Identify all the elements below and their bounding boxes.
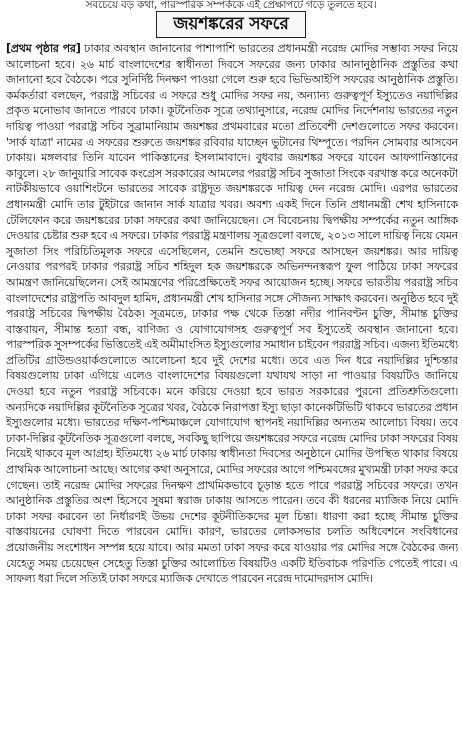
article-paragraph [6, 41, 458, 587]
article-text: ঢাকার অবস্থান জানানোর পাশাপাশি ভারতের প্রধানমন্ত্রী নরেন্দ্র মোদির সম্ভাব্য সফর নিয়ে আলোচনা হবে। ২৬ মার্চ বাংলাদেশের স্বাধীনতা দিবসে সফরের জন্য ঢাকার আনানুষ্ঠানিক প্রস্তুতির কথা জানানো হবে বৈঠকে। পরে সুনির্দিষ্ট দিনক্ষণ পাওয়া গেলে শুরু হবে ভিভিআইপি সফরের আনুষ্ঠানিক প্রস্তুতি। কর্মকর্তারা বলছেন, পররাষ্ট্র সচিবের এ সফরে শুধু মোদির সফর নয়, অন্যান্য গুরুত্বপূর্ণ ইস্যুতেও নয়াদিল্লির প্রকৃত মনোভাব জানতে পারবে ঢাকা। কূটনৈতিক সূত্রে তথ্যানুসারে, নরেন্দ্র মোদির নির্দেশনায় ভারতের নতুন দায়িত্ব পাওয়া পররাষ্ট্র সচিব সুব্রামানিয়াম জয়শঙ্কর প্রথমবারের মতো প্রতিবেশী দেশগুলোতে সফর করবেন। 'সার্ক যাত্রা' নামের এ সফরের শুরুতে জয়শঙ্কর রবিবার যাচ্ছেন ভুটানের থিম্পুতে। পরদিন সোমবার আসবেন ঢাকায়। মঙ্গলবার তিনি যাবেন পাকিস্তানের ইসলামাবাদে। বুধবার জয়শঙ্কর সফরে যাবেন আফগানিস্তানের কাবুলে। ২৮ জানুয়ারি সাবেক কংগ্রেস সরকারের আমলের পররাষ্ট্র সচিব সুজাতা সিংকে বরখাস্ত করে অনেকটা নাটকীয়ভাবে ওয়াশিংটনে ভারতের সাবেক রাষ্ট্রদূত জয়শঙ্করকে দায়িত্ব দেন নরেন্দ্র মোদি। এরপর ভারতের প্রধানমন্ত্রী মোদি তার টুইটারে জানান সার্ক যাত্রার খবর। অবশ্য একই দিনে তিনি প্রধানমন্ত্রী শেখ হাসিনাকে টেলিফোন করে জয়শঙ্করের ঢাকা সফরের কথা জানিয়েছেন। সে বিবেচনায় দ্বিপক্ষীয় সম্পর্কের নতুন আঙ্গিক দেওয়ার চেষ্টার শুরু হবে এ সফরে। ঢাকার পররাষ্ট্র মন্ত্রণালয় সূত্রগুলো বলছে, ২০১৩ সালে দায়িত্ব নিয়ে যেমন সুজাতা সিং পরিচিতিমূলক সফরে এসেছিলেন, তেমনি শুভেচ্ছা সফরে আসছেন জয়শঙ্কর। আর দায়িত্ব নেওয়ার পরপরই ঢাকার পররাষ্ট্র সচিব শহিদুল হক জয়শঙ্করকে অভিনন্দনস্বরূপ ফুল পাঠিয়ে ঢাকা সফরের আমন্ত্রণ জানিয়েছিলেন। সেই আমন্ত্রণের পরিপ্রেক্ষিতেই সফর আয়োজন হচ্ছে। সফরে ভারতীয় পররাষ্ট্র সচিব বাংলাদেশের রাষ্ট্রপতি আবদুল হামিদ, প্রধানমন্ত্রী শেখ হাসিনার সঙ্গে সৌজন্য সাক্ষাৎ করবেন। অনুষ্ঠিত হবে দুই পররাষ্ট্র সচিবের দ্বিপক্ষীয় বৈঠক। সূত্রমতে, ঢাকার পক্ষ থেকে তিস্তা নদীর পানিবণ্টন চুক্তি, সীমান্ত চুক্তির বাস্তবায়ন, সীমান্ত হত্যা বন্ধ, বাণিজ্য ও যোগাযোগসহ গুরুত্বপূর্ণ সব ইস্যুতেই অবস্থান জানানো হবে। পারস্পরিক সুসম্পর্কের ভিত্তিতেই এই অমীমাংসিত ইস্যুগুলোর সমাধান চাইবেন পররাষ্ট্র সচিব। এজন্য ইতিমধ্যে প্রতিটির গ্রাউন্ডওয়ার্কগুলোতে আলোচনা হবে দুই দেশের মধ্যে। তবে এত দিন ধরে নয়াদিল্লির দুশ্চিন্তার বিষয়গুলোয় ঢাকা এগিয়ে এলেও বাংলাদেশের বিষয়গুলো যথাযথ সাড়া না পাওয়ার বিষয়টিও জানিয়ে দেওয়া হবে নতুন পররাষ্ট্র সচিবকে। মনে করিয়ে দেওয়া হবে ভারত সরকারের পুরনো প্রতিশ্রুতিগুলো। অন্যদিকে নয়াদিল্লির কূটনৈতিক সূত্রের খবর, বৈঠকে নিরাপত্তা ইস্যু ছাড়া কানেকটিভিটি থাকবে ভারতের প্রধান ইস্যুগুলোর মধ্যে। ভারতের দক্ষিণ-পশ্চিমাঞ্চলে যোগাযোগ স্থাপনই নয়াদিল্লির অন্যতম আলোচ্য বিষয়। তবে ঢাকা-দিল্লির কূটনৈতিক সূত্রগুলো বলছে, সবকিছু ছাপিয়ে জয়শঙ্করের সফরে নরেন্দ্র মোদির ঢাকা সফরের বিষয় নিয়েই থাকবে মূল আগ্রহ। ইতিমধ্যে ২৬ মার্চ ঢাকায় স্বাধীনতা দিবসের অনুষ্ঠানে মোদির উপস্থিত থাকার বিষয়ে প্রাথমিক আলোচনা আছে। আগের কথা অনুসারে, মোদির সফরের আগে পশ্চিমবঙ্গের মুখ্যমন্ত্রী ঢাকা সফর করে গেছেন। তাই নরেন্দ্র মোদির সফরের দিনক্ষণ প্রাথমিকভাবে চূড়ান্ত হতে পারে পররাষ্ট্র সচিবের সফরে। তখন আনুষ্ঠানিক প্রস্তুতির অংশ হিসেবে সুষমা স্বরাজ ঢাকায় আসতে পারেন। তবে কী ধরনের ম্যাজিক নিয়ে মোদি ঢাকা সফর করবেন তা নির্ধারণই উভয় দেশের কূটনীতিকদের মূল চিন্তা। ধারণা করা হচ্ছে সীমান্ত চুক্তির বাস্তবায়নের ঘোষণা দিতে পারবেন মোদি। কারণ, ভারতের লোকসভার চলতি অধিবেশনে সংবিধানের প্রয়োজনীয় সংশোধন সম্পন্ন হয়ে যাবে। আর মমতা ঢাকা সফর করে যাওয়ার পর মোদির সঙ্গে বৈঠকের জন্য যেহেতু সময় চেয়েছেন সেহেতু তিস্তা চুক্তির আলোচিত বিষয়টিও একটি ইতিবাচক পরিণতি পেতেই পারে। এ সাফল্য ধরা দিলে সত্যিই ঢাকা সফরে ম্যাজিক দেখাতে পারবেন নরেন্দ্র দামোদরদাস মোদি। [6, 42, 458, 586]
page-continuation-tag: প্রথম পৃষ্ঠার পর [10, 42, 76, 55]
page-tag-close: ] [75, 42, 81, 55]
headline-box [0, 11, 462, 39]
article-headline: জয়শঙ্করের সফরে [156, 11, 305, 38]
page-tag-open: [ [6, 42, 11, 55]
article-body [6, 41, 458, 747]
previous-article-clipped-line: সবচেয়ে বড় কথা, পারস্পরিক সম্পর্ককে এই প্রেক্ষাপটে গড়ে তুলতে হবে। [85, 0, 377, 11]
